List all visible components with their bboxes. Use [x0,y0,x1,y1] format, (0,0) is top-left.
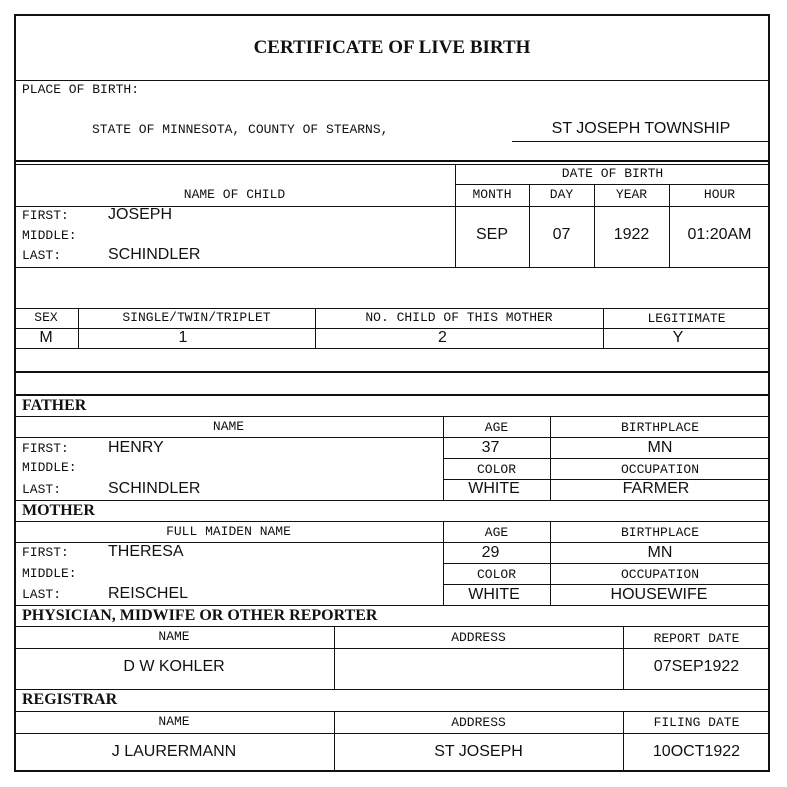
mother-first-label: FIRST: [22,545,69,560]
father-occupation-value: FARMER [622,480,690,497]
mother-last-value: REISCHEL [108,585,189,602]
mother-age-label: AGE [484,525,509,540]
registrar-filing-date-label: FILING DATE [653,715,740,730]
mother-occupation-value: HOUSEWIFE [610,586,708,603]
dob-day-label: DAY [549,187,574,202]
registrar-address-value: ST JOSEPH [434,743,523,760]
mother-first-value: THERESA [108,543,184,560]
rule-mother-label [14,521,770,522]
mother-section-label: MOTHER [22,502,95,519]
physician-name-label: NAME [158,629,190,644]
mother-last-label: LAST: [22,587,62,602]
physician-address-label: ADDRESS [451,630,506,645]
certificate-title: CERTIFICATE OF LIVE BIRTH [253,37,531,58]
rule-details-header [14,328,770,329]
registrar-address-label: ADDRESS [451,715,506,730]
rule-title [14,80,770,81]
dob-header: DATE OF BIRTH [561,166,664,181]
father-middle-label: MIDDLE: [22,460,77,475]
child-first-value: JOSEPH [108,206,173,223]
rule-registrar-header [14,733,770,734]
rule-details-body [14,348,770,349]
township-underline [512,141,770,142]
child-number-value: 2 [438,329,447,346]
state-county-text: STATE OF MINNESOTA, COUNTY OF STEARNS, [92,122,389,137]
mother-middle-label: MIDDLE: [22,566,77,581]
child-name-header: NAME OF CHILD [183,187,286,202]
registrar-section-label: REGISTRAR [22,691,118,708]
rule-child-body [14,267,770,268]
physician-section-label: PHYSICIAN, MIDWIFE OR OTHER REPORTER [22,607,378,624]
rule-father-label [14,416,770,417]
rule-place-2 [14,164,770,165]
rule-dob-header [455,184,770,185]
dob-hour-label: HOUR [703,187,736,202]
township-value: ST JOSEPH TOWNSHIP [551,120,731,137]
dob-month-value: SEP [475,226,508,243]
dob-hour-value: 01:20AM [687,226,752,243]
place-of-birth-label: PLACE OF BIRTH: [22,82,140,97]
father-last-label: LAST: [22,482,62,497]
mother-age-value: 29 [481,544,500,561]
father-birthplace-value: MN [647,439,673,456]
rule-physician-label [14,626,770,627]
rule-mother-mid [443,563,770,564]
father-age-value: 37 [481,439,500,456]
rule-mother-bottom [14,605,770,606]
sex-label: SEX [34,310,58,325]
dob-month-label: MONTH [472,187,512,202]
child-middle-label: MIDDLE: [22,228,77,243]
father-color-label: COLOR [476,462,516,477]
child-last-label: LAST: [22,248,62,263]
father-age-label: AGE [484,420,509,435]
rule-place [14,160,770,162]
registrar-name-label: NAME [158,714,190,729]
rule-father-mid [443,458,770,459]
child-last-value: SCHINDLER [108,246,201,263]
mother-birthplace-value: MN [647,544,673,561]
father-section-label: FATHER [22,397,87,414]
dob-year-value: 1922 [613,226,650,243]
dob-day-value: 07 [552,226,571,243]
rule-details-top [14,308,770,309]
mother-color-value: WHITE [468,586,520,603]
rule-registrar-label [14,711,770,712]
mother-birthplace-label: BIRTHPLACE [620,525,699,540]
mother-name-header: FULL MAIDEN NAME [166,524,291,539]
rule-physician-bottom [14,689,770,690]
father-first-value: HENRY [108,439,164,456]
plurality-label: SINGLE/TWIN/TRIPLET [122,310,271,325]
father-color-value: WHITE [468,480,520,497]
child-number-label: NO. CHILD OF THIS MOTHER [365,310,553,325]
registrar-name-value: J LAURERMANN [111,743,237,760]
rule-mother-mid2 [443,584,770,585]
father-first-label: FIRST: [22,441,69,456]
mother-occupation-label: OCCUPATION [620,567,699,582]
registrar-filing-date-value: 10OCT1922 [652,743,741,760]
father-occupation-label: OCCUPATION [620,462,699,477]
father-birthplace-label: BIRTHPLACE [620,420,699,435]
physician-report-date-label: REPORT DATE [653,631,740,646]
rule-physician-header [14,648,770,649]
rule-father-header [14,437,770,438]
sex-value: M [39,329,53,346]
physician-name-value: D W KOHLER [123,658,225,675]
plurality-value: 1 [178,329,188,346]
mother-color-label: COLOR [476,567,516,582]
legitimate-value: Y [672,329,684,346]
physician-report-date-value: 07SEP1922 [653,658,740,675]
child-first-label: FIRST: [22,208,69,223]
father-last-value: SCHINDLER [108,480,201,497]
rule-father-bottom [14,500,770,501]
rule-section-break [14,371,770,373]
rule-section-break-2 [14,394,770,396]
father-name-header: NAME [212,419,245,434]
legitimate-label: LEGITIMATE [647,311,726,326]
dob-year-label: YEAR [615,187,648,202]
